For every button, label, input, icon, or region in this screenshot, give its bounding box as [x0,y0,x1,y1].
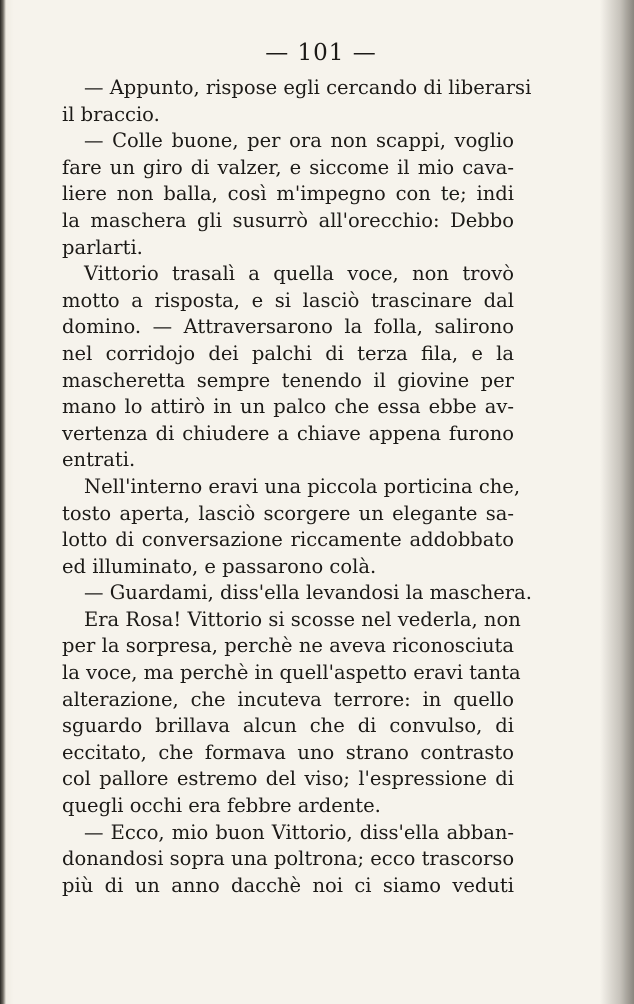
text-line: per la sorpresa, perchè ne aveva riconosciuta [62,634,514,658]
text-line: il braccio. [62,102,160,126]
text-line: lotto di conversazione riccamente addobbato [62,528,514,552]
text-line: Era Rosa! Vittorio si scosse nel vederla, non [84,607,521,631]
text-line: domino. — Attraversarono la folla, salirono [62,315,514,339]
text-line: Vittorio trasalì a quella voce, non trovò [84,262,514,286]
text-line: — Guardami, diss'ella levandosi la maschera. [84,581,532,605]
text-line: fare un giro di valzer, e siccome il mio cava- [62,155,514,179]
text-line: la maschera gli susurrò all'orecchio: Debbo [62,208,514,232]
page-left-binding-edge [0,0,6,1004]
text-line: più di un anno dacchè noi ci siamo veduti [62,873,514,897]
text-line: entrati. [62,448,136,472]
text-line: la voce, ma perchè in quell'aspetto eravi tanta [62,661,521,685]
text-line: tosto aperta, lasciò scorgere un elegante sa- [62,501,514,525]
text-line: liere non balla, così m'impegno con te; indi [62,182,514,206]
text-line: motto a risposta, e si lasciò trascinare dal [62,288,514,312]
text-line: mascheretta sempre tenendo il giovine per [62,368,514,392]
text-line: — Colle buone, per ora non scappi, voglio [84,129,514,153]
page-right-shadow-edge [600,0,634,1004]
text-line: Nell'interno eravi una piccola porticina che, [84,474,521,498]
text-line: — Appunto, rispose egli cercando di liberarsi [84,76,532,99]
body-text [62,75,532,899]
text-line: eccitato, che formava uno strano contrasto [62,740,514,764]
text-line: mano lo attirò in un palco che essa ebbe av- [62,395,514,419]
text-line: nel corridojo dei palchi di terza fila, e la [62,341,514,365]
page-number: — 101 — [265,40,377,66]
text-line: quegli occhi era febbre ardente. [62,794,381,818]
text-line: — Ecco, mio buon Vittorio, diss'ella abban- [84,820,514,844]
text-line: ed illuminato, e passarono colà. [62,554,377,578]
text-line: sguardo brillava alcun che di convulso, di [62,714,514,738]
text-line: parlarti. [62,235,143,259]
text-line: alterazione, che incuteva terrore: in quello [62,687,514,711]
text-line: donandosi sopra una poltrona; ecco trascorso [62,847,515,871]
text-line: vertenza di chiudere a chiave appena furono [62,421,514,445]
text-line: col pallore estremo del viso; l'espressione di [62,767,514,791]
